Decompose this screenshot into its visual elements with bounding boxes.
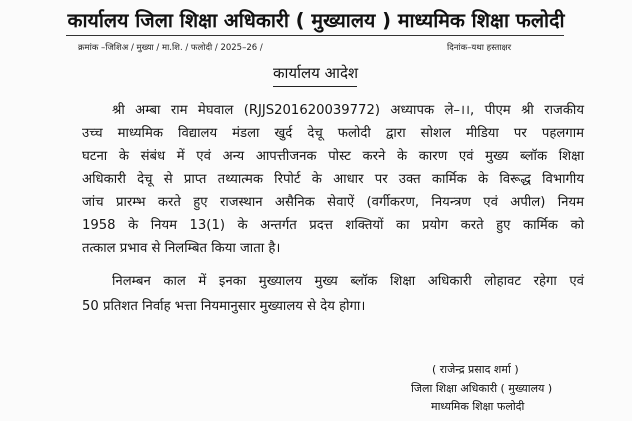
paragraph1-line: घटना के संबंध में एवं अन्य आपत्तीजनक पोस्ट करने के कारण एवं मुख्य ब्लॉक शिक्षा [82,149,584,164]
order-title-underline [273,86,357,87]
reference-number: क्रमांक –जिशिअ / मुख्या / मा.शि. / फलोदी / 2025–26 / [78,43,263,53]
order-title: कार्यालय आदेश [273,64,359,82]
signatory-name: ( राजेन्द्र प्रसाद शर्मा ) [432,363,519,376]
paragraph1-line: तत्काल प्रभाव से निलम्बित किया जाता है। [82,241,281,256]
paragraph1-line: उच्च माध्यमिक विद्यालय मंडला खुर्द देचू फलोदी द्वारा सोशल मीडिया पर पहलगाम [82,126,584,141]
date-label: दिनांक–यथा हस्ताक्षर [447,43,512,53]
office-title: कार्यालय जिला शिक्षा अधिकारी ( मुख्यालय ) माध्यमिक शिक्षा फलोदी [67,9,565,32]
paragraph1-line: 1958 के नियम 13(1) के अन्तर्गत प्रदत्त शक्तियों का प्रयोग करते हुए कार्मिक को [82,218,584,233]
paragraph1-line: अधिकारी देचू से प्राप्त तथ्यात्मक रिपोर्ट के आधार पर उक्त कार्मिक के विरूद्ध विभागीय [82,172,584,187]
paragraph1-line: श्री अम्बा राम मेघवाल (RJJS201620039772) अध्यापक ले–।।, पीएम श्री राजकीय [112,103,584,118]
signatory-designation: जिला शिक्षा अधिकारी ( मुख्यालय ) [411,382,553,395]
signatory-department: माध्यमिक शिक्षा फलोदी [431,400,525,413]
paragraph2-line: 50 प्रतिशत निर्वाह भत्ता नियमानुसार मुख्यालय से देय होगा। [82,299,366,314]
header-divider [66,35,564,36]
paragraph1-line: जांच प्रारम्भ करते हुए राजस्थान असैनिक सेवाऐं (वर्गीकरण, नियन्त्रण एवं अपील) नियम [82,195,584,210]
paragraph2-line: निलम्बन काल में इनका मुख्यालय मुख्य ब्लॉक शिक्षा अधिकारी लोहावट रहेगा एवं [112,274,584,289]
